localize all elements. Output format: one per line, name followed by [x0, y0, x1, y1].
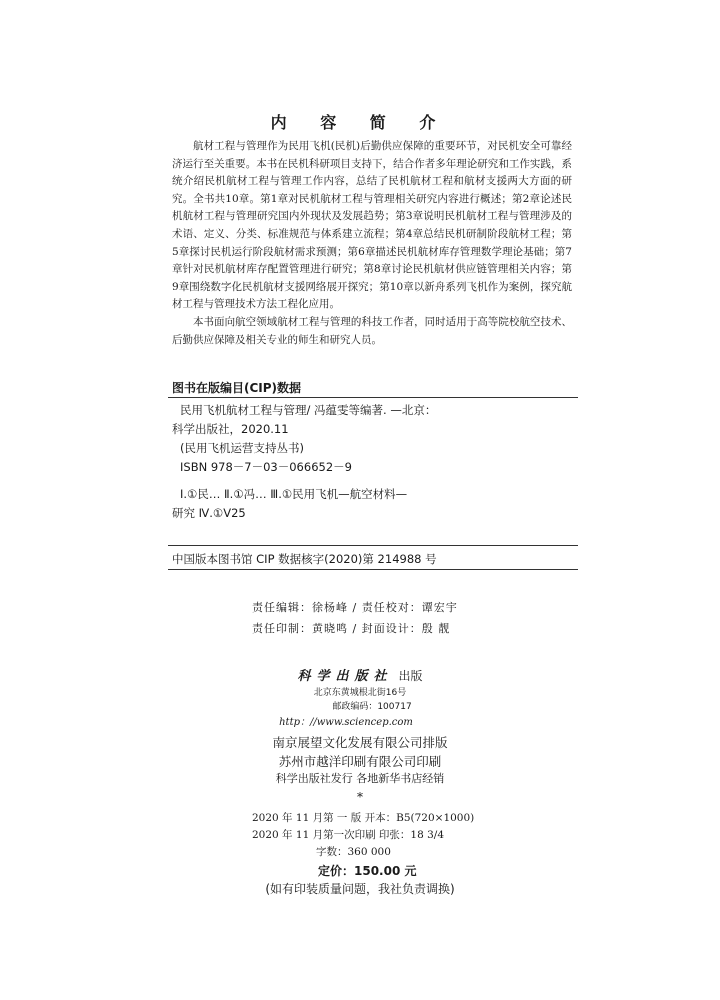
cip-line: 科学出版社，2020.11 [172, 422, 289, 436]
intro-paragraph: 航材工程与管理作为民用飞机(民机)后勤供应保障的重要环节，对民机安全可靠经济运行至关重要。本书在民机科研项目支持下，结合作者多年理论研究和工作实践，系统介绍民机航材工程与管理工作内容，总结了民机航材工程和航材支援两大方面的研究。全书共10章。第1章对民机航材工程与管理相关研究内容进行概述；第2章论述民机航材工程与管理研究国内外现状及发展趋势；第3章说明民机航材工程与管理涉及的术语、定义、分类、标准规范与体系建立流程；第4章总结民机研制阶段航材工程；第5章探讨民机运行阶段航材需求预测；第6章描述民机航材库存管理数学理论基础；第7章针对民机航材库存配置管理进行研究；第8章讨论民机航材供应链管理相关内容；第9章围绕数字化民机航材支援网络展开探究；第10章以新舟系列飞机作为案例，探究航材工程与管理技术方法工程化应用。 [172, 140, 572, 311]
publisher-postcode: 邮政编码：100717 [332, 702, 412, 712]
divider [168, 545, 578, 546]
publisher-logo: 科学出版社 [297, 669, 393, 684]
cip-line: ISBN 978－7－03－066652－9 [180, 460, 352, 474]
cip-number: 中国版本图书馆 CIP 数据核字(2020)第 214988 号 [172, 552, 437, 566]
intro-paragraph: 本书面向航空领域航材工程与管理的科技工作者，同时适用于高等院校航空技术、后勤供应保障及相关专业的师生和研究人员。 [172, 315, 572, 346]
separator-star: * [357, 790, 363, 804]
credits-line: 责任编辑：徐杨峰 / 责任校对：谭宏宇 [252, 601, 458, 614]
divider [168, 397, 578, 398]
cip-line: (民用飞机运营支持丛书) [180, 441, 304, 455]
quality-notice: (如有印装质量问题，我社负责调换) [265, 882, 455, 896]
cip-line: Ⅰ.①民… Ⅱ.①冯… Ⅲ.①民用飞机—航空材料— [180, 487, 408, 501]
divider [168, 569, 578, 570]
cip-header: 图书在版编目(CIP)数据 [172, 381, 302, 395]
page-title: 内 容 简 介 [270, 113, 450, 132]
intro-section [172, 138, 572, 349]
printing-line: 2020 年 11 月第一次印刷 印张：18 3/4 [252, 829, 445, 841]
edition-line: 2020 年 11 月第 一 版 开本：B5(720×1000) [252, 812, 475, 824]
typesetter: 南京展望文化发展有限公司排版 [272, 735, 448, 750]
printer: 苏州市越洋印刷有限公司印刷 [278, 754, 442, 769]
cip-record [172, 401, 572, 523]
word-count: 字数：360 000 [316, 846, 391, 858]
publisher-address: 北京东黄城根北街16号 [313, 688, 407, 698]
publisher-name [0, 665, 720, 684]
publisher-url: http：//www.sciencep.com [279, 717, 413, 728]
cip-line: 研究 Ⅳ.①V25 [172, 506, 246, 520]
cip-line: 民用飞机航材工程与管理/ 冯蕴雯等编著. —北京： [180, 403, 437, 417]
credits-line: 责任印制：黄晓鸣 / 封面设计：殷 靓 [252, 622, 451, 635]
price: 定价：150.00 元 [318, 864, 417, 878]
distributor: 科学出版社发行 各地新华书店经销 [275, 772, 445, 785]
publisher-suffix: 出版 [398, 669, 423, 683]
credits [252, 597, 458, 639]
